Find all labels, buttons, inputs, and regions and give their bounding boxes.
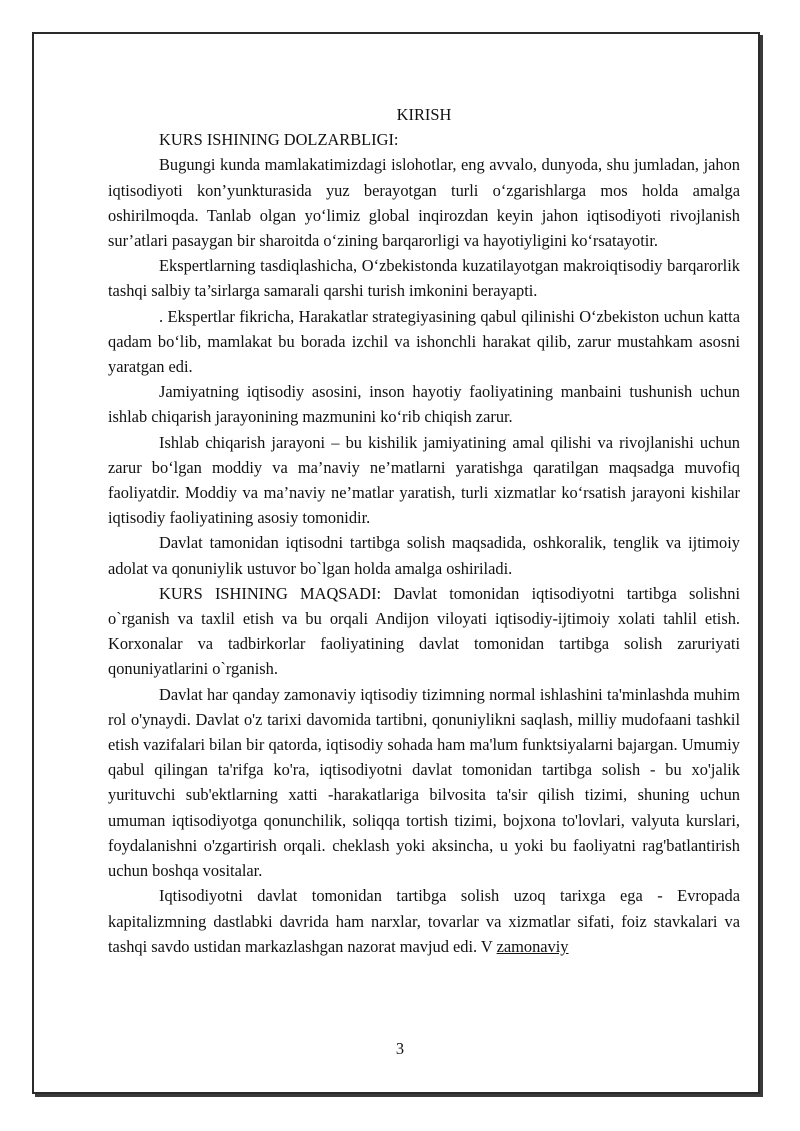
underlined-word: zamonaviy <box>496 936 569 956</box>
document-title: KIRISH <box>396 105 452 124</box>
final-paragraph <box>108 883 740 959</box>
paragraph: Jamiyatning iqtisodiy asosini, inson hayotiy faoliyatining manbaini tushunish uchun ishlab chiqarish jarayonining mazmunini ko‘rib chiqish zarur. <box>108 382 740 427</box>
final-paragraph-text: Iqtisodiyotni davlat tomonidan tartibga solish uzoq tarixga ega - Evropada kapitalizmning dastlabki davrida ham narxlar, tovarlar va xizmatlar sifati, foiz stavkalari va tashqi savdo ustidan markazlashgan nazorat mavjud edi. V <box>108 886 740 956</box>
paragraph: KURS ISHINING MAQSADI: Davlat tomonidan iqtisodiyotni tartibga solishni o`rganish va taxlil etish va bu orqali Andijon viloyati iqtisodiy-ijtimoiy xolati tahlil etish. Korxonalar va tadbirkorlar faoliyatining davlat tomonidan tartibga solish zaruriyati qonuniyatlarini o`rganish. <box>108 583 740 679</box>
paragraph: Davlat har qanday zamonaviy iqtisodiy tizimning normal ishlashini ta'minlashda muhim rol o'ynaydi. Davlat o'z tarixi davomida tartibni, qonuniylikni saqlash, milliy mudofaani tashkil etish vazifalari bilan bir qatorda, iqtisodiy sohada ham ma'lum funktsiyalarni bajargan. Umumiy qabul qilingan ta'rifga ko'ra, iqtisodiyotni davlat tomonidan tartibga solish - bu xo'jalik yurituvchi sub'ektlarning xatti -harakatlariga bilvosita ta'sir qilish tizimi, shuning uchun umuman iqtisodiyotga qonunchilik, soliqqa tortish tizimi, bojxona to'lovlari, valyuta kurslari, foydalanishni o'zgartirish orqali. cheklash yoki aksincha, u yoki bu faoliyatni rag'batlantirish uchun boshqa vositalar. <box>108 684 740 881</box>
paragraph: KURS ISHINING DOLZARBLIGI: <box>159 130 399 150</box>
paragraph: Bugungi kunda mamlakatimizdagi islohotlar, eng avvalo, dunyoda, shu jumladan, jahon iqtisodiyoti kon’yunkturasida yuz berayotgan turli o‘zgarishlarga mos holda amalga oshirilmoqda. Tanlab olgan yo‘limiz global inqirozdan keyin jahon iqtisodiyoti rivojlanish sur’atlari pasaygan bir sharoitda o‘zining barqarorligi va hayotiyligini ko‘rsatayotir. <box>108 155 740 251</box>
paragraph: . Ekspertlar fikricha, Harakatlar strategiyasining qabul qilinishi O‘zbekiston uchun katta qadam bo‘lib, mamlakat bu borada izchil va ishonchli harakat qilib, zarur mustahkam asosni yaratgan edi. <box>108 306 740 377</box>
paragraph: Ekspertlarning tasdiqlashicha, O‘zbekistonda kuzatilayotgan makroiqtisodiy barqarorlik tashqi salbiy ta’sirlarga samarali qarshi turish imkonini berayapti. <box>108 256 740 301</box>
paragraph: Davlat tamonidan iqtisodni tartibga solish maqsadida, oshkoralik, tenglik va ijtimoiy adolat va qonuniylik ustuvor bo`lgan holda amalga oshiriladi. <box>108 533 740 578</box>
page-number: 3 <box>395 1039 405 1058</box>
document-body <box>108 102 740 959</box>
paragraph: Ishlab chiqarish jarayoni – bu kishilik jamiyatining amal qilishi va rivojlanishi uchun zarur bo‘lgan moddiy va ma’naviy ne’matlarni yaratishga qaratilgan maqsadga muvofiq faoliyatdir. Moddiy va ma’naviy ne’matlar yaratish, turli xizmatlar ko‘rsatish jarayoni kishilar iqtisodiy faoliyatining asosiy tomonidir. <box>108 432 740 528</box>
